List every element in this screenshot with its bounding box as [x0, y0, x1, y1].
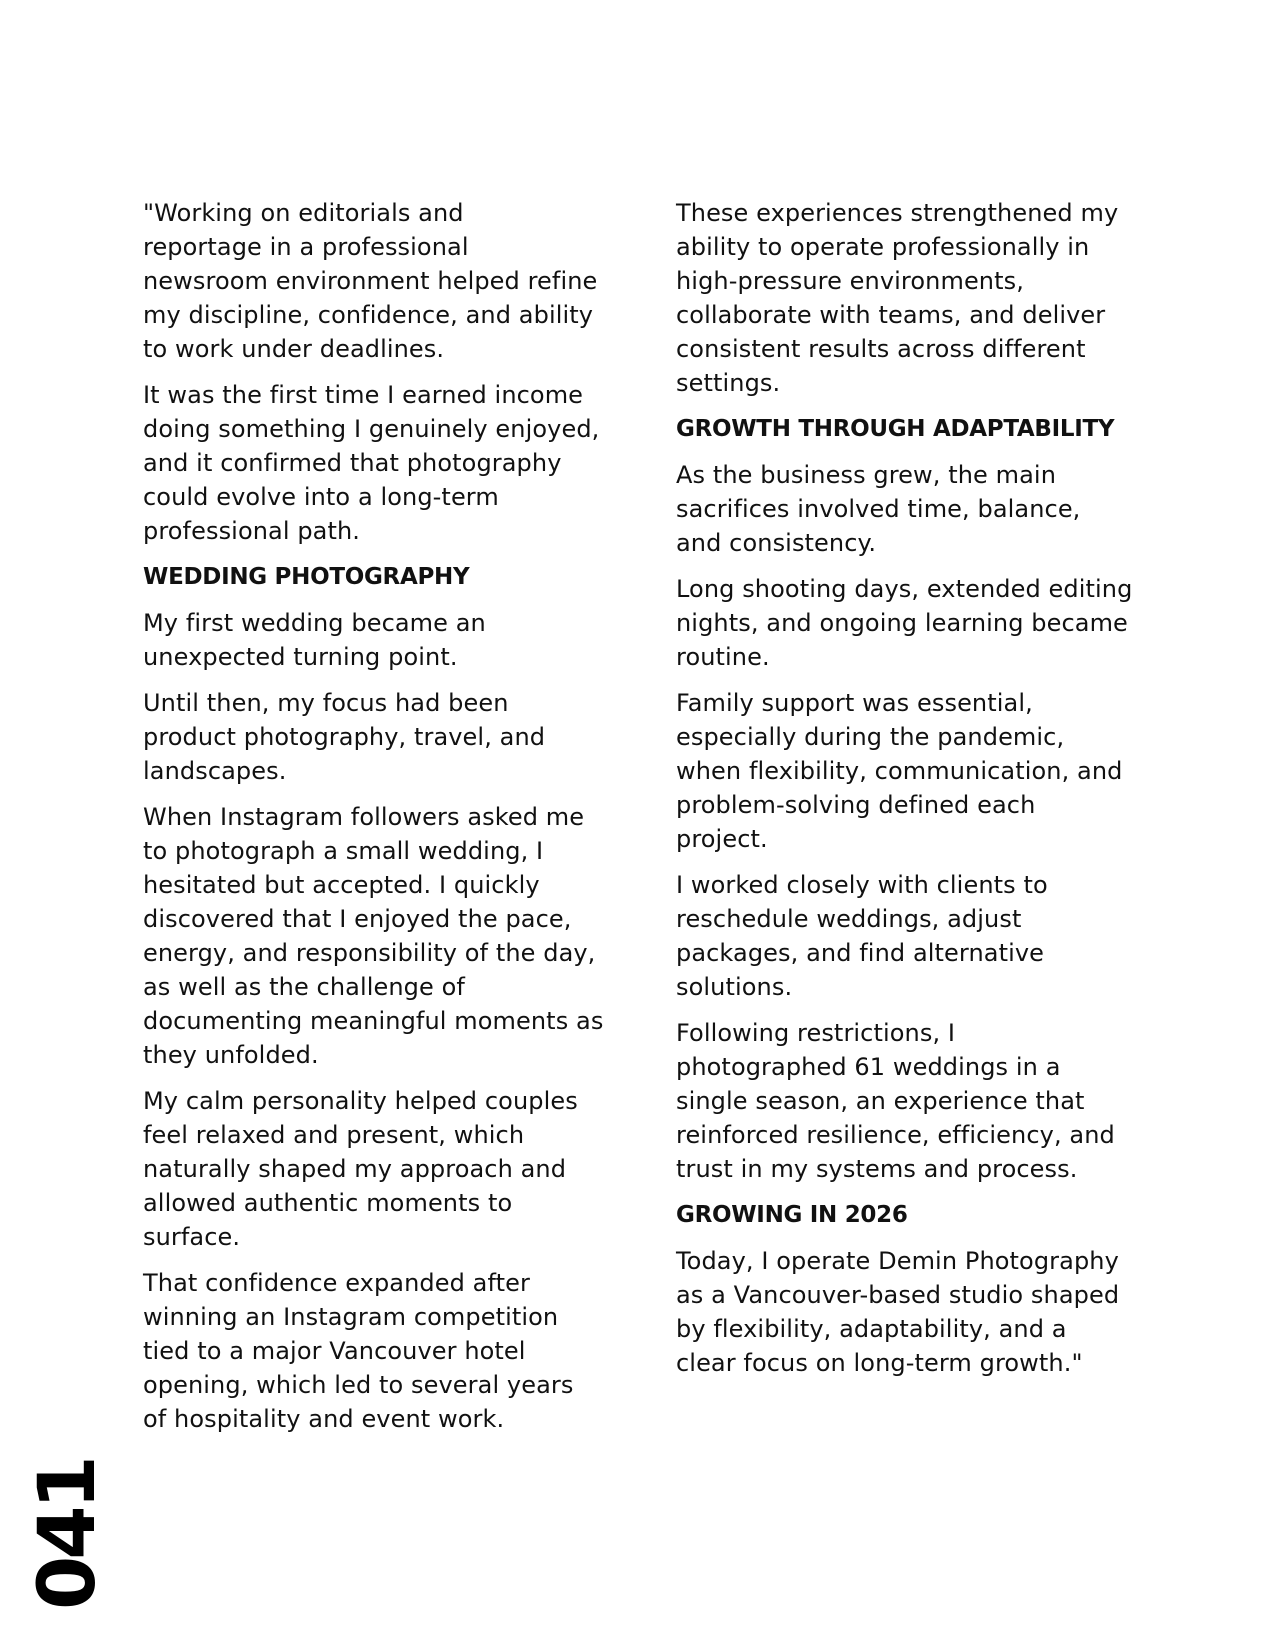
- text-line: ability to operate professionally in: [676, 233, 1090, 261]
- section-heading-growing-in-2026: GROWING IN 2026: [676, 1202, 908, 1228]
- text-line: could evolve into a long-term: [143, 483, 499, 511]
- text-line: my discipline, confidence, and ability: [143, 301, 594, 329]
- text-line: surface.: [143, 1223, 241, 1251]
- text-line: I worked closely with clients to: [676, 871, 1048, 899]
- text-line: hesitated but accepted. I quickly: [143, 871, 540, 899]
- text-line: sacrifices involved time, balance,: [676, 495, 1081, 523]
- text-line: "Working on editorials and: [143, 199, 464, 227]
- text-line: packages, and find alternative: [676, 939, 1045, 967]
- text-line: consistent results across different: [676, 335, 1086, 363]
- text-line: opening, which led to several years: [143, 1371, 574, 1399]
- text-line: Until then, my focus had been: [143, 689, 509, 717]
- text-line: to work under deadlines.: [143, 335, 445, 363]
- paragraph-clients: [676, 868, 1176, 1004]
- page-number: 041: [23, 1459, 113, 1610]
- paragraph-competition: [143, 1266, 643, 1436]
- section-heading-wedding-photography: WEDDING PHOTOGRAPHY: [143, 564, 470, 590]
- text-line: It was the first time I earned income: [143, 381, 584, 409]
- text-line: trust in my systems and process.: [676, 1155, 1078, 1183]
- text-line: These experiences strengthened my: [676, 199, 1119, 227]
- text-line: as a Vancouver-based studio shaped: [676, 1281, 1120, 1309]
- text-line: product photography, travel, and: [143, 723, 546, 751]
- text-line: routine.: [676, 643, 770, 671]
- section-heading-growth-through-adaptability: GROWTH THROUGH ADAPTABILITY: [676, 416, 1115, 442]
- text-line: by flexibility, adaptability, and a: [676, 1315, 1067, 1343]
- text-line: as well as the challenge of: [143, 973, 465, 1001]
- text-line: to photograph a small wedding, I: [143, 837, 544, 865]
- text-line: reschedule weddings, adjust: [676, 905, 1022, 933]
- text-line: Family support was essential,: [676, 689, 1033, 717]
- text-line: feel relaxed and present, which: [143, 1121, 525, 1149]
- text-line: naturally shaped my approach and: [143, 1155, 567, 1183]
- paragraph-newsroom: [143, 196, 643, 366]
- text-line: nights, and ongoing learning became: [676, 609, 1128, 637]
- paragraph-restrictions: [676, 1016, 1176, 1186]
- text-line: tied to a major Vancouver hotel: [143, 1337, 526, 1365]
- text-line: That confidence expanded after: [143, 1269, 530, 1297]
- text-line: energy, and responsibility of the day,: [143, 939, 596, 967]
- paragraph-first-wedding: [143, 606, 643, 674]
- paragraph-today: [676, 1244, 1176, 1380]
- text-line: documenting meaningful moments as: [143, 1007, 604, 1035]
- paragraph-family-support: [676, 686, 1176, 856]
- text-line: professional path.: [143, 517, 361, 545]
- text-line: doing something I genuinely enjoyed,: [143, 415, 600, 443]
- text-line: Following restrictions, I: [676, 1019, 956, 1047]
- text-line: clear focus on long-term growth.": [676, 1349, 1083, 1377]
- paragraph-experiences: [676, 196, 1176, 400]
- text-line: settings.: [676, 369, 781, 397]
- paragraph-first-income: [143, 378, 643, 548]
- text-line: Long shooting days, extended editing: [676, 575, 1133, 603]
- text-line: discovered that I enjoyed the pace,: [143, 905, 572, 933]
- text-line: they unfolded.: [143, 1041, 319, 1069]
- text-line: of hospitality and event work.: [143, 1405, 505, 1433]
- text-line: winning an Instagram competition: [143, 1303, 559, 1331]
- text-line: and consistency.: [676, 529, 877, 557]
- text-line: especially during the pandemic,: [676, 723, 1065, 751]
- left-column: [143, 196, 643, 1448]
- text-line: allowed authentic moments to: [143, 1189, 513, 1217]
- paragraph-calm-personality: [143, 1084, 643, 1254]
- text-line: problem-solving defined each: [676, 791, 1036, 819]
- text-line: collaborate with teams, and deliver: [676, 301, 1106, 329]
- text-line: project.: [676, 825, 768, 853]
- text-line: As the business grew, the main: [676, 461, 1057, 489]
- paragraph-long-days: [676, 572, 1176, 674]
- text-line: reinforced resilience, efficiency, and: [676, 1121, 1115, 1149]
- text-line: single season, an experience that: [676, 1087, 1085, 1115]
- text-line: When Instagram followers asked me: [143, 803, 585, 831]
- text-line: photographed 61 weddings in a: [676, 1053, 1061, 1081]
- text-line: unexpected turning point.: [143, 643, 458, 671]
- text-line: newsroom environment helped refine: [143, 267, 598, 295]
- text-line: landscapes.: [143, 757, 287, 785]
- paragraph-instagram-followers: [143, 800, 643, 1072]
- paragraph-prior-focus: [143, 686, 643, 788]
- text-line: high-pressure environments,: [676, 267, 1024, 295]
- text-line: when flexibility, communication, and: [676, 757, 1123, 785]
- text-line: solutions.: [676, 973, 793, 1001]
- text-line: My calm personality helped couples: [143, 1087, 578, 1115]
- text-line: My first wedding became an: [143, 609, 486, 637]
- text-line: Today, I operate Demin Photography: [676, 1247, 1119, 1275]
- right-column: [676, 196, 1176, 1392]
- text-line: reportage in a professional: [143, 233, 469, 261]
- paragraph-sacrifices: [676, 458, 1176, 560]
- text-line: and it confirmed that photography: [143, 449, 562, 477]
